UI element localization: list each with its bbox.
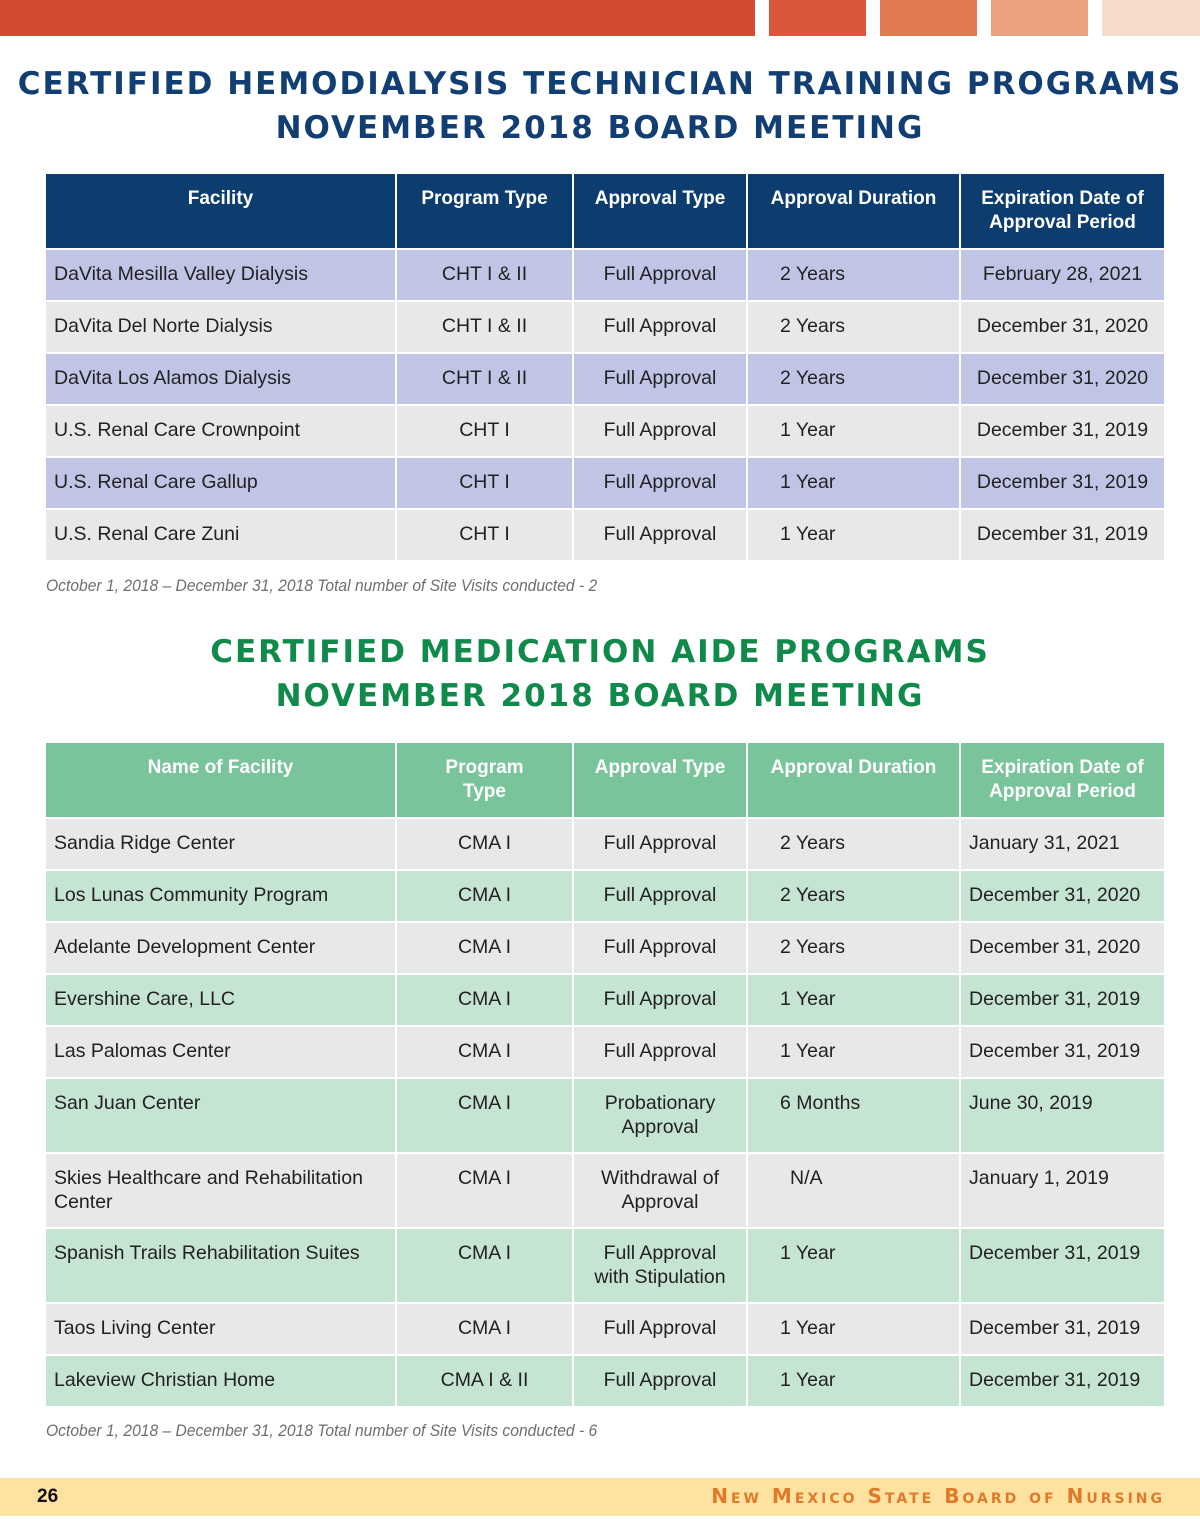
page-footer xyxy=(0,1478,1200,1516)
cell-expiration-date: December 31, 2020 xyxy=(961,302,1164,352)
cell-facility: DaVita Los Alamos Dialysis xyxy=(46,354,395,404)
cell-approval-type: Full Approval xyxy=(574,354,746,404)
cell-program-type: CHT I xyxy=(397,458,572,508)
site-visits-note: October 1, 2018 – December 31, 2018 Total number of Site Visits conducted - 6 xyxy=(46,1421,598,1440)
cell-facility: Taos Living Center xyxy=(46,1304,395,1354)
cell-approval-duration: 1 Year xyxy=(748,458,959,508)
table-row xyxy=(46,458,1164,508)
cell-program-type: CMA I & II xyxy=(397,1356,572,1406)
table-row xyxy=(46,1356,1164,1406)
header-facility: Facility xyxy=(46,174,395,248)
top-bar-segment xyxy=(1102,0,1200,36)
table-row xyxy=(46,1079,1164,1152)
cell-program-type: CHT I & II xyxy=(397,302,572,352)
header-approval-type: Approval Type xyxy=(574,174,746,248)
cell-facility: U.S. Renal Care Zuni xyxy=(46,510,395,560)
cell-facility: Lakeview Christian Home xyxy=(46,1356,395,1406)
table-row xyxy=(46,250,1164,300)
cell-approval-type: Full Approval xyxy=(574,1027,746,1077)
cell-program-type: CMA I xyxy=(397,1229,572,1302)
cell-expiration-date: June 30, 2019 xyxy=(961,1079,1164,1152)
cell-expiration-date: December 31, 2019 xyxy=(961,1027,1164,1077)
cell-facility: U.S. Renal Care Gallup xyxy=(46,458,395,508)
table-row xyxy=(46,510,1164,560)
cell-facility: Las Palomas Center xyxy=(46,1027,395,1077)
cell-approval-duration: 1 Year xyxy=(748,1304,959,1354)
cell-program-type: CMA I xyxy=(397,975,572,1025)
cell-facility: San Juan Center xyxy=(46,1079,395,1152)
hemodialysis-section-title xyxy=(0,62,1200,150)
top-bar-segment xyxy=(880,0,977,36)
cell-approval-type: Full Approval xyxy=(574,975,746,1025)
cell-approval-duration: 2 Years xyxy=(748,354,959,404)
header-name-of-facility: Name of Facility xyxy=(46,743,395,817)
cell-approval-type: Full Approval xyxy=(574,871,746,921)
cell-expiration-date: January 1, 2019 xyxy=(961,1154,1164,1227)
table-row xyxy=(46,923,1164,973)
cell-facility: Evershine Care, LLC xyxy=(46,975,395,1025)
cell-program-type: CMA I xyxy=(397,1154,572,1227)
cell-expiration-date: December 31, 2019 xyxy=(961,1229,1164,1302)
cell-facility: Sandia Ridge Center xyxy=(46,819,395,869)
cell-approval-type: Full Approval xyxy=(574,510,746,560)
cell-approval-type: Full Approval xyxy=(574,819,746,869)
organization-name: New Mexico State Board of Nursing xyxy=(711,1484,1165,1508)
cell-approval-duration: 2 Years xyxy=(748,250,959,300)
cell-program-type: CHT I xyxy=(397,406,572,456)
cell-facility: Los Lunas Community Program xyxy=(46,871,395,921)
header-approval-duration: Approval Duration xyxy=(748,174,959,248)
table-header-row xyxy=(46,174,1164,248)
table-row xyxy=(46,1229,1164,1302)
cell-facility: Adelante Development Center xyxy=(46,923,395,973)
cell-expiration-date: December 31, 2020 xyxy=(961,923,1164,973)
cell-approval-duration: 1 Year xyxy=(748,1229,959,1302)
cell-approval-duration: 2 Years xyxy=(748,923,959,973)
cell-approval-type: Full Approval xyxy=(574,923,746,973)
cell-approval-type: Full Approval xyxy=(574,406,746,456)
cell-approval-type xyxy=(574,1154,746,1227)
cell-expiration-date: December 31, 2020 xyxy=(961,871,1164,921)
cell-approval-duration: N/A xyxy=(748,1154,959,1227)
cell-program-type: CMA I xyxy=(397,1027,572,1077)
cell-expiration-date: December 31, 2019 xyxy=(961,975,1164,1025)
table-row xyxy=(46,302,1164,352)
cell-approval-type-label: Withdrawal of Approval xyxy=(600,1167,720,1213)
title-line-2: NOVEMBER 2018 BOARD MEETING xyxy=(275,110,925,146)
cell-approval-duration: 1 Year xyxy=(748,1356,959,1406)
cell-approval-type xyxy=(574,1079,746,1152)
cell-approval-duration: 1 Year xyxy=(748,510,959,560)
page-number: 26 xyxy=(37,1486,59,1507)
header-program-type xyxy=(397,743,572,817)
cell-program-type: CHT I & II xyxy=(397,354,572,404)
cell-program-type: CMA I xyxy=(397,871,572,921)
top-bar-segment xyxy=(769,0,866,36)
cell-expiration-date: December 31, 2019 xyxy=(961,1356,1164,1406)
cell-approval-type-label: Full Approval with Stipulation xyxy=(594,1242,726,1288)
cell-expiration-date: February 28, 2021 xyxy=(961,250,1164,300)
top-bar-segment xyxy=(0,0,755,36)
table-row xyxy=(46,819,1164,869)
cell-approval-type-label: Probationary Approval xyxy=(604,1092,716,1138)
cell-approval-duration: 1 Year xyxy=(748,406,959,456)
header-program-type-label: Program Type xyxy=(445,757,524,802)
top-bar-segment xyxy=(991,0,1088,36)
cell-facility: DaVita Del Norte Dialysis xyxy=(46,302,395,352)
header-expiration-date: Expiration Date of Approval Period xyxy=(961,743,1164,817)
title-line-2: NOVEMBER 2018 BOARD MEETING xyxy=(275,678,925,714)
cell-approval-duration: 1 Year xyxy=(748,975,959,1025)
cell-program-type: CHT I & II xyxy=(397,250,572,300)
cell-expiration-date: January 31, 2021 xyxy=(961,819,1164,869)
cell-approval-duration: 1 Year xyxy=(748,1027,959,1077)
cell-program-type: CMA I xyxy=(397,819,572,869)
cell-program-type: CMA I xyxy=(397,1079,572,1152)
title-line-1: CERTIFIED MEDICATION AIDE PROGRAMS xyxy=(210,634,990,670)
table-row xyxy=(46,1027,1164,1077)
cell-approval-type: Full Approval xyxy=(574,1304,746,1354)
title-line-1: CERTIFIED HEMODIALYSIS TECHNICIAN TRAINING PROGRAMS xyxy=(17,66,1183,102)
cell-program-type: CMA I xyxy=(397,1304,572,1354)
header-approval-type: Approval Type xyxy=(574,743,746,817)
table-row xyxy=(46,406,1164,456)
table-header-row xyxy=(46,743,1164,817)
cell-approval-type xyxy=(574,1229,746,1302)
cell-approval-duration: 6 Months xyxy=(748,1079,959,1152)
header-approval-duration: Approval Duration xyxy=(748,743,959,817)
cell-expiration-date: December 31, 2019 xyxy=(961,510,1164,560)
site-visits-note: October 1, 2018 – December 31, 2018 Total number of Site Visits conducted - 2 xyxy=(46,576,598,595)
decorative-top-bar xyxy=(0,0,1200,38)
cell-approval-type: Full Approval xyxy=(574,302,746,352)
cell-approval-type: Full Approval xyxy=(574,1356,746,1406)
cell-approval-duration: 2 Years xyxy=(748,819,959,869)
cell-program-type: CHT I xyxy=(397,510,572,560)
cell-approval-duration: 2 Years xyxy=(748,871,959,921)
header-program-type: Program Type xyxy=(397,174,572,248)
cell-approval-type: Full Approval xyxy=(574,458,746,508)
cell-facility: U.S. Renal Care Crownpoint xyxy=(46,406,395,456)
cell-expiration-date: December 31, 2019 xyxy=(961,458,1164,508)
cell-facility: Spanish Trails Rehabilitation Suites xyxy=(46,1229,395,1302)
medication-aide-section-title xyxy=(0,630,1200,718)
table-row xyxy=(46,1304,1164,1354)
cell-expiration-date: December 31, 2019 xyxy=(961,406,1164,456)
cell-facility: Skies Healthcare and Rehabilitation Center xyxy=(46,1154,395,1227)
table-row xyxy=(46,871,1164,921)
table-row xyxy=(46,1154,1164,1227)
table-row xyxy=(46,975,1164,1025)
cell-approval-duration: 2 Years xyxy=(748,302,959,352)
header-expiration-date: Expiration Date of Approval Period xyxy=(961,174,1164,248)
medication-aide-programs-table xyxy=(44,741,1166,1408)
table-row xyxy=(46,354,1164,404)
cell-expiration-date: December 31, 2019 xyxy=(961,1304,1164,1354)
cell-program-type: CMA I xyxy=(397,923,572,973)
cell-expiration-date: December 31, 2020 xyxy=(961,354,1164,404)
cell-approval-type: Full Approval xyxy=(574,250,746,300)
hemodialysis-programs-table xyxy=(44,172,1166,562)
cell-facility: DaVita Mesilla Valley Dialysis xyxy=(46,250,395,300)
